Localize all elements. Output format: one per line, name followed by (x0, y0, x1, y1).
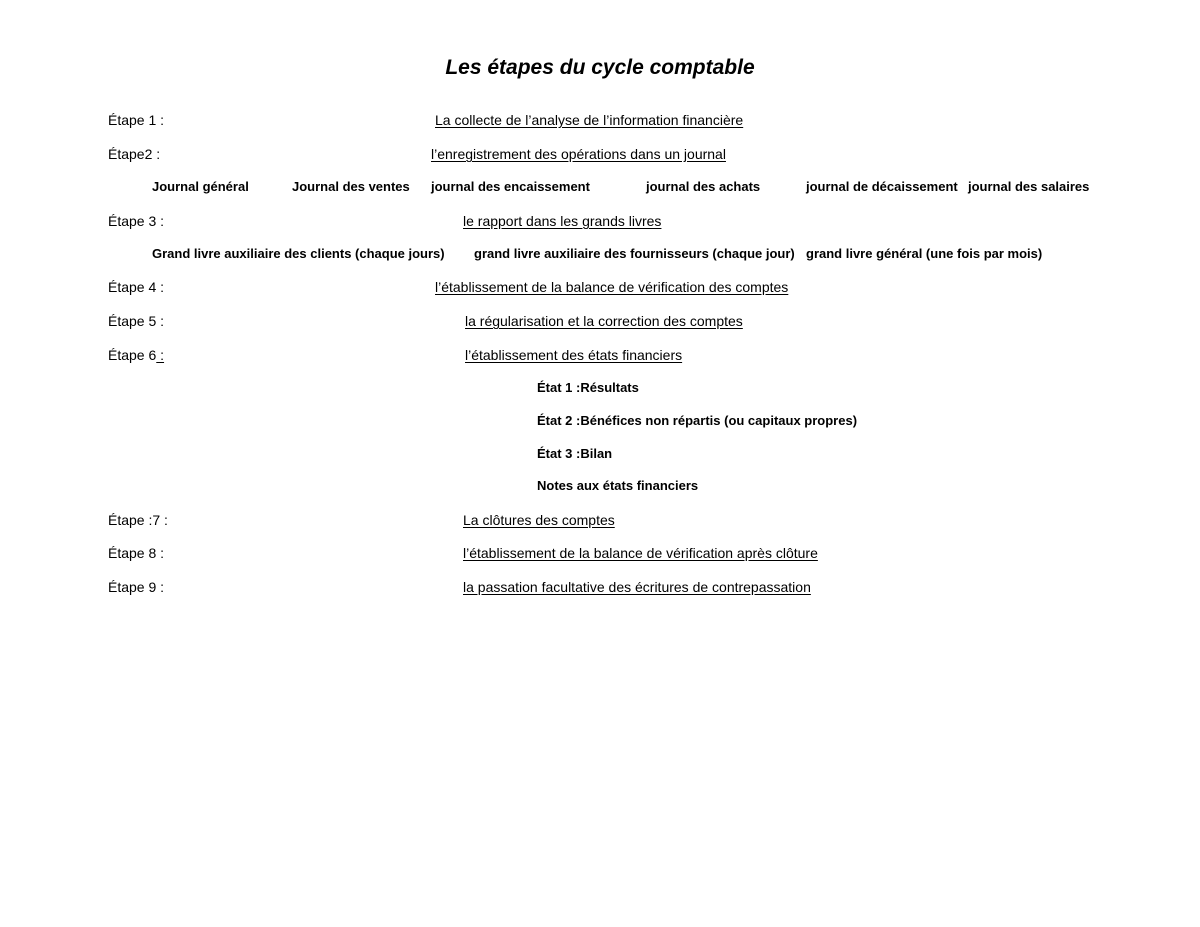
journal-item: journal des salaires (968, 179, 1090, 194)
step-6-label (108, 347, 164, 363)
step-3-label: Étape 3 : (108, 213, 165, 229)
step-3-text: le rapport dans les grands livres (463, 213, 662, 229)
step-1-label: Étape 1 : (108, 112, 165, 128)
journal-item: journal de décaissement (806, 179, 958, 194)
step-6-label-main: Étape 6 (108, 347, 157, 363)
statement-item: Notes aux états financiers (537, 478, 699, 493)
journal-item: Journal des ventes (292, 179, 410, 194)
step-9-text: la passation facultative des écritures de contrepassation (463, 579, 811, 595)
step-7-label: Étape :7 : (108, 512, 168, 528)
step-9-label: Étape 9 : (108, 579, 165, 595)
step-6-text: l’établissement des états financiers (465, 347, 683, 363)
step-8-text: l’établissement de la balance de vérification après clôture (463, 545, 818, 561)
step-1-text: La collecte de l’analyse de l’information financière (435, 112, 744, 128)
step-2-text: l’enregistrement des opérations dans un journal (431, 146, 726, 162)
ledger-item: grand livre général (une fois par mois) (806, 246, 1043, 261)
step-4-label: Étape 4 : (108, 279, 165, 295)
journal-item: journal des achats (646, 179, 761, 194)
step-8-label: Étape 8 : (108, 545, 165, 561)
statement-item: État 2 :Bénéfices non répartis (ou capitaux propres) (537, 413, 858, 428)
ledger-item: grand livre auxiliaire des fournisseurs (chaque jour) (474, 246, 795, 261)
step-4-text: l’établissement de la balance de vérification des comptes (435, 279, 789, 295)
step-2-label: Étape2 : (108, 146, 161, 162)
journal-item: journal des encaissement (431, 179, 590, 194)
statement-item: État 1 :Résultats (537, 380, 639, 395)
step-5-label: Étape 5 : (108, 313, 165, 329)
page-title: Les étapes du cycle comptable (445, 56, 755, 79)
journal-item: Journal général (152, 179, 249, 194)
step-5-text: la régularisation et la correction des comptes (465, 313, 743, 329)
step-7-text: La clôtures des comptes (463, 512, 615, 528)
step-6-label-colon: : (156, 347, 165, 363)
ledger-item: Grand livre auxiliaire des clients (chaque jours) (152, 246, 445, 261)
statement-item: État 3 :Bilan (537, 446, 613, 461)
